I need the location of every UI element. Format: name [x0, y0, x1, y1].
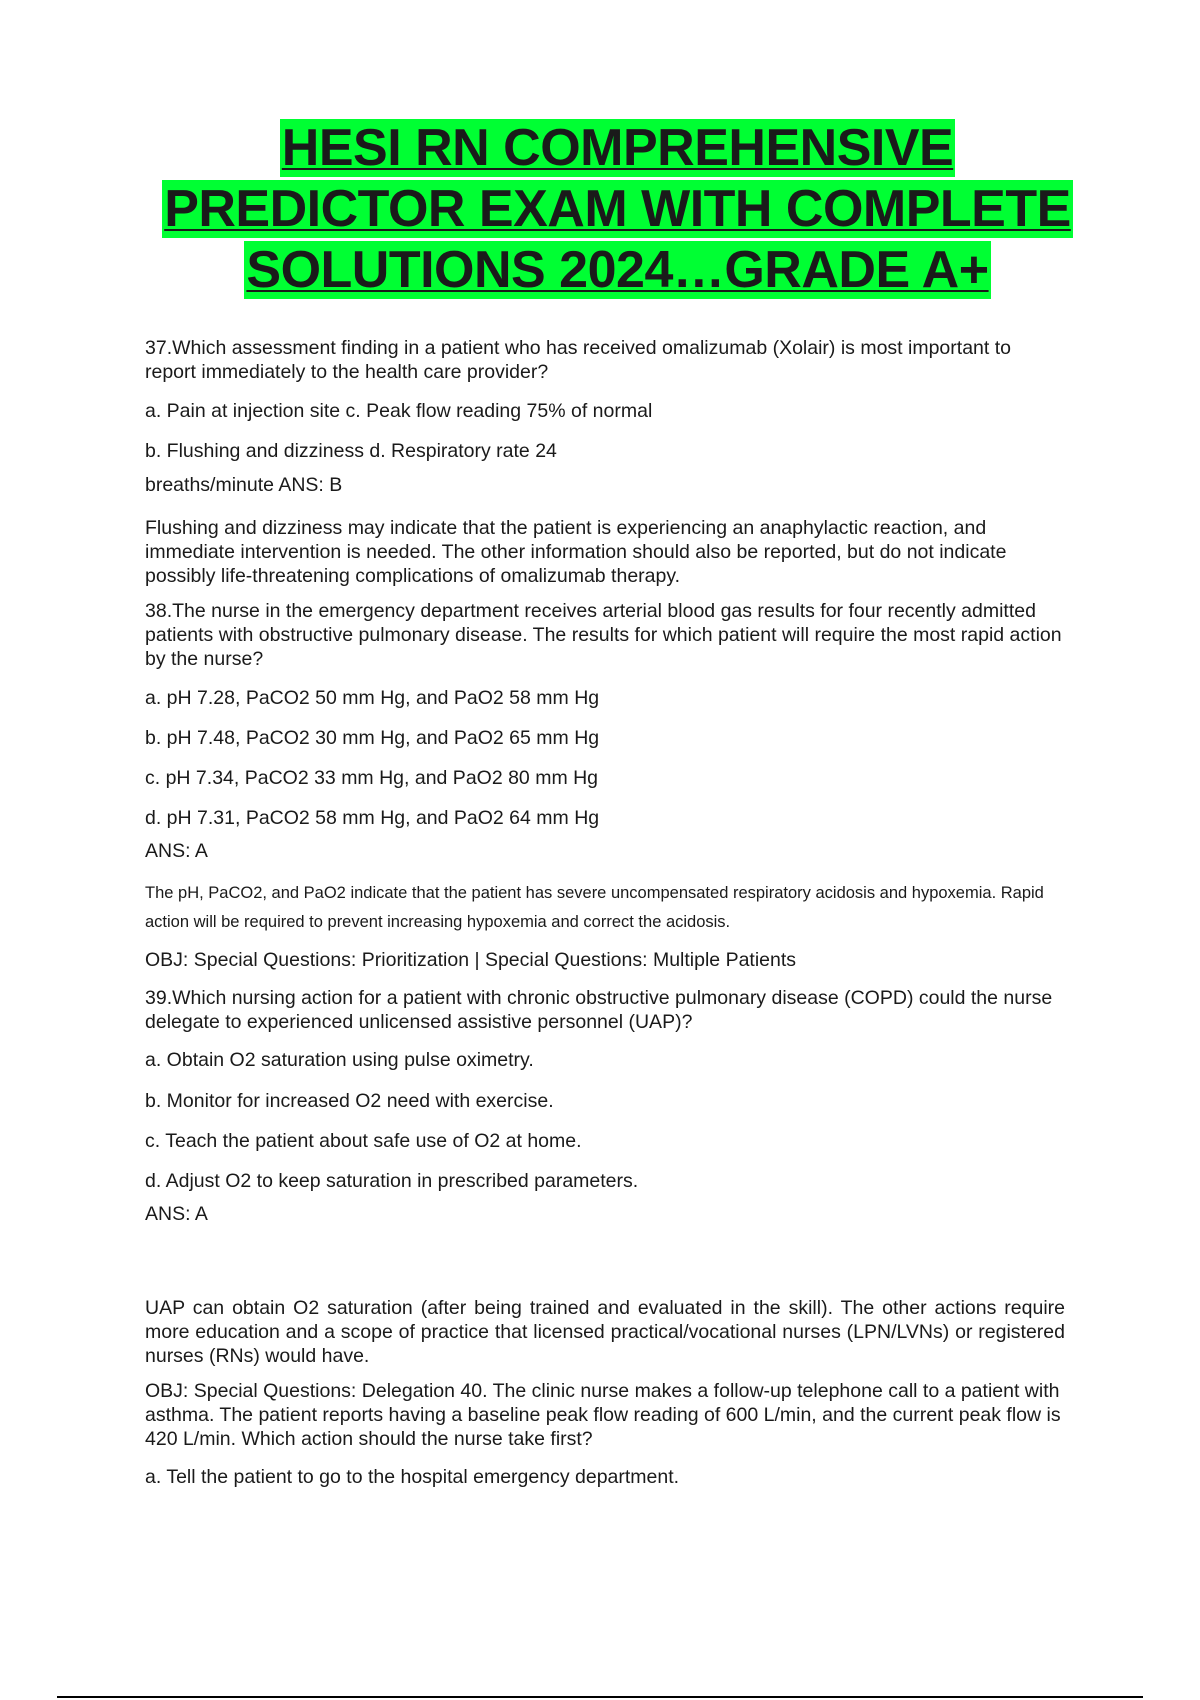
q39-option-b: b. Monitor for increased O2 need with exercise.	[145, 1090, 554, 1112]
q38-answer: ANS: A	[145, 840, 208, 862]
q37-answer: breaths/minute ANS: B	[145, 474, 343, 496]
q39-answer: ANS: A	[145, 1203, 208, 1225]
q38-option-b: b. pH 7.48, PaCO2 30 mm Hg, and PaO2 65 mm Hg	[145, 727, 600, 749]
q37-rationale: Flushing and dizziness may indicate that the patient is experiencing an anaphylactic reaction, and immediate intervention is needed. The other information should also be reported, but do not indicate possibly life-threatening complications of omalizumab therapy.	[145, 517, 1007, 587]
q39-rationale: UAP can obtain O2 saturation (after being trained and evaluated in the skill). The other actions require more education and a scope of practice that licensed practical/vocational nurses (LPN/LVNs) or registered nurses (RNs) would have.	[145, 1297, 1065, 1367]
q38-option-d: d. pH 7.31, PaCO2 58 mm Hg, and PaO2 64 mm Hg	[145, 807, 600, 829]
q38-objective: OBJ: Special Questions: Prioritization | Special Questions: Multiple Patients	[145, 949, 797, 971]
question-37: 37.Which assessment finding in a patient who has received omalizumab (Xolair) is most important to report immediately to the health care provider?	[145, 337, 1011, 383]
footer-rule	[57, 1696, 1143, 1698]
question-39: 39.Which nursing action for a patient with chronic obstructive pulmonary disease (COPD) could the nurse delegate to experienced unlicensed assistive personnel (UAP)?	[145, 987, 1053, 1033]
title-line-2: PREDICTOR EXAM WITH COMPLETE	[164, 180, 1071, 238]
title-line-3: SOLUTIONS 2024…GRADE A+	[246, 241, 989, 299]
q39-option-d: d. Adjust O2 to keep saturation in prescribed parameters.	[145, 1170, 639, 1192]
q38-option-c: c. pH 7.34, PaCO2 33 mm Hg, and PaO2 80 mm Hg	[145, 767, 599, 789]
question-40: OBJ: Special Questions: Delegation 40. The clinic nurse makes a follow-up telephone call to a patient with asthma. The patient reports having a baseline peak flow reading of 600 L/min, and the current peak flow is 420 L/min. Which action should the nurse take first?	[145, 1380, 1061, 1450]
question-38: 38.The nurse in the emergency department receives arterial blood gas results for four recently admitted patients with obstructive pulmonary disease. The results for which patient will require the most rapid action by the nurse?	[145, 600, 1062, 670]
document-title	[120, 118, 1115, 301]
q39-option-c: c. Teach the patient about safe use of O2 at home.	[145, 1130, 582, 1152]
q37-options-a-c: a. Pain at injection site c. Peak flow reading 75% of normal	[145, 400, 653, 422]
q38-option-a: a. pH 7.28, PaCO2 50 mm Hg, and PaO2 58 mm Hg	[145, 687, 600, 709]
q40-option-a: a. Tell the patient to go to the hospital emergency department.	[145, 1466, 680, 1488]
q38-rationale: The pH, PaCO2, and PaO2 indicate that the patient has severe uncompensated respiratory acidosis and hypoxemia. Rapid action will be required to prevent increasing hypoxemia and correct the acidosis.	[145, 884, 1044, 931]
q37-options-b-d: b. Flushing and dizziness d. Respiratory rate 24	[145, 440, 557, 462]
title-line-1: HESI RN COMPREHENSIVE	[281, 119, 954, 177]
q39-option-a: a. Obtain O2 saturation using pulse oximetry.	[145, 1049, 534, 1071]
